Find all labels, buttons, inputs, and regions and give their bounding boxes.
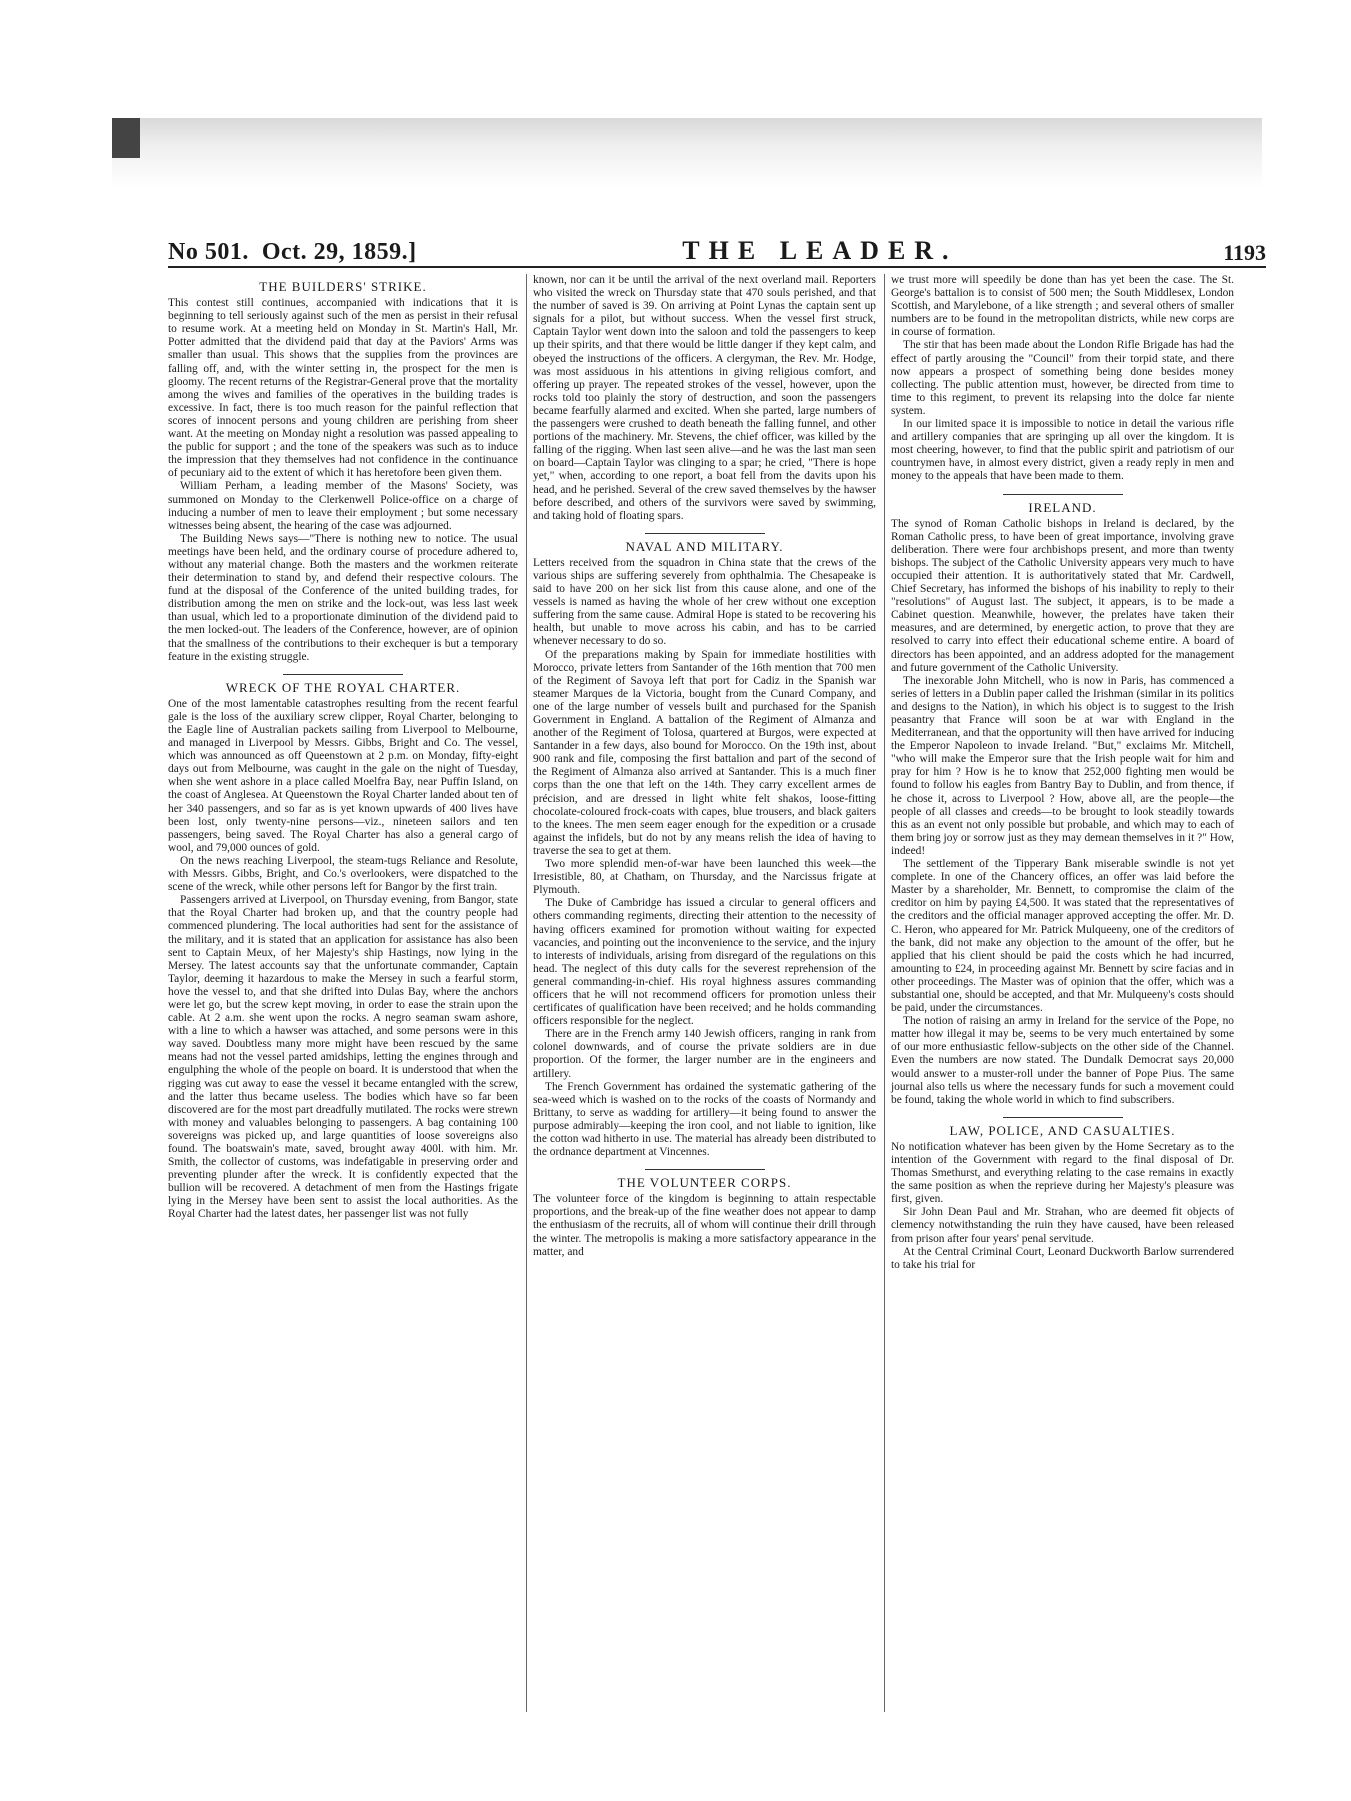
paragraph: The French Government has ordained the systematic gathering of the sea-weed which is washed on to the rocks of the coasts of Normandy and Brittany, to serve as wadding for artillery—it being found to answer the purpose admirably—keeping the iron cool, and not liable to ignition, like the cotton wad hitherto in use. The material has already been distributed to the ordnance department at Vincennes.: [533, 1080, 876, 1159]
paragraph: The notion of raising an army in Ireland for the service of the Pope, no matter how illegal it may be, seems to be very much entertained by some of our more enthusiastic fellow-subjects on the other side of the Channel. Even the numbers are now stated. The Dundalk Democrat says 20,000 would answer to a muster-roll under the banner of Pope Pius. The same journal also tells us where the necessary funds for such a movement could be found, taking the whole world in which to find subscribers.: [891, 1015, 1234, 1106]
section-heading: IRELAND.: [1028, 499, 1097, 515]
paragraph: Letters received from the squadron in China state that the crews of the various ships are suffering severely from ophthalmia. The Chesapeake is said to have 200 on her sick list from this cause alone, and one of the vessels is named as having the whole of her crew without one exception suffering from the same cause. Admiral Hope is stated to be recovering his health, but unable to move across his cabin, and has to be carried whenever necessary to do so.: [533, 556, 876, 648]
divider: [1003, 1117, 1123, 1118]
paragraph: known, nor can it be until the arrival of the next overland mail. Reporters who visited the wreck on Thursday state that 470 souls perished, and that the number of saved is 39. On arriving at Point Lynas the captain sent up signals for a pilot, but without success. When the vessel first struck, Captain Taylor went down into the saloon and told the passengers to keep up their spirits, and that there would be little danger if they kept calm, and obeyed the instructions of the officers. A clergyman, the Rev. Mr. Hodge, was most assiduous in his attentions in giving religious comfort, and offering up prayer. The repeated strokes of the vessel, however, upon the rocks told too plainly the story of destruction, and soon the passengers became fearfully alarmed and excited. When she parted, large numbers of the passengers were crushed to death beneath the falling funnel, and other portions of the machinery. Mr. Stevens, the chief officer, was killed by the falling of the rigging. When last seen alive—and he was the last man seen on board—Captain Taylor was clinging to a spar; he cried, "There is hope yet," when, according to one report, a boat fell from the davits upon his head, and he perished. Several of the crew saved themselves by the hawser before described, and others of the survivors were saved by swimming, and taking hold of floating spars.: [533, 274, 876, 522]
paragraph: The Building News says—"There is nothing new to notice. The usual meetings have been held, and the ordinary course of procedure adhered to, without any material change. Both the masters and the workmen reiterate their determination to stand by, and defend their respective colours. The fund at the disposal of the Conference of the united building trades, for distribution among the men on strike and the lock-out, was less last week than usual, which led to a proportionate diminution of the dividend paid to the men locked-out. The leaders of the Conference, however, are of opinion that the smallness of the contributions to their exchequer is but a temporary feature in the existing struggle.: [168, 532, 518, 663]
paragraph: Two more splendid men-of-war have been launched this week—the Irresistible, 80, at Chatham, on Thursday, and the Narcissus frigate at Plymouth.: [533, 858, 876, 897]
divider: [1003, 494, 1123, 495]
column-1: [168, 274, 526, 1712]
divider: [645, 533, 765, 534]
paragraph: William Perham, a leading member of the Masons' Society, was summoned on Monday to the Clerkenwell Police-office on a charge of inducing a number of men to leave their employment ; but some necessary witnesses being absent, the hearing of the case was adjourned.: [168, 480, 518, 532]
section-heading: THE BUILDERS' STRIKE.: [259, 279, 427, 294]
paragraph: No notification whatever has been given by the Home Secretary as to the intention of the Government with regard to the final disposal of Dr. Thomas Smethurst, and everything relating to the case remains in exactly the same position as when the reprieve during her Majesty's pleasure was first, given.: [891, 1140, 1234, 1206]
section-heading: WRECK OF THE ROYAL CHARTER.: [225, 679, 461, 695]
paragraph: Passengers arrived at Liverpool, on Thursday evening, from Bangor, state that the Royal Charter had broken up, and that the country people had commenced plundering. The local authorities had sent for the assistance of the military, and it is stated that an application for assistance has also been sent to Captain Meux, of her Majesty's ship Hastings, now lying in the Mersey. The latest accounts say that the unfortunate commander, Captain Taylor, deeming it hazardous to make the Mersey in such a fearful storm, hove the vessel to, and that she drifted into Dulas Bay, where the anchors were let go, but the screw kept moving, in order to ease the strain upon the cable. At 2 a.m. she went upon the rocks. A negro seaman swam ashore, with a line to which a hawser was attached, and some persons were in this way saved. Doubtless many more might have been rescued by the same means had not the vessel parted amidships, letting the engines through and engulphing the whole of the people on board. It is understood that when the rigging was cut away to ease the vessel it became entangled with the screw, and the latter thus became useless. The bodies which have so far been discovered are for the most part dreadfully mutilated. The rocks were strewn with money and valuables belonging to passengers. A bag containing 100 sovereigns was picked up, and large quantities of loose sovereigns also found. The boatswain's mate, saved, brought away 400l. with him. Mr. Smith, the collector of customs, was indefatigable in preserving order and preventing plunder after the wreck. It is confidently expected that the bullion will be recovered. A detachment of men from the Hastings frigate lying in the Mersey have been sent to assist the local authorities. As the Royal Charter had the latest dates, her passenger list was not fully: [168, 894, 518, 1221]
column-3: [884, 274, 1242, 1712]
paragraph: In our limited space it is impossible to notice in detail the various rifle and artillery companies that are springing up all over the kingdom. It is most cheering, however, to find that the public spirit and patriotism of our countrymen have, in almost every district, given a ready reply in men and money to the appeals that have been made to them.: [891, 418, 1234, 483]
paragraph: This contest still continues, accompanied with indications that it is beginning to tell seriously against such of the men as persist in their refusal to resume work. At a meeting held on Monday in St. Martin's Hall, Mr. Potter admitted that the dividend paid that day at the Paviors' Arms was smaller than usual. This shows that the supplies from the provinces are falling off, and, with the winter setting in, the prospect for the men is gloomy. The recent returns of the Registrar-General prove that the mortality among the wives and families of the operatives in the building trades is excessive. In fact, there is too much reason for the painful reflection that scores of innocent persons and young children are perishing from sheer want. At the meeting on Monday night a resolution was passed appealing to the public for support ; and the tone of the speakers was such as to induce the impression that they themselves had not confidence in the continuance of pecuniary aid to the extent of which it has heretofore been given them.: [168, 297, 518, 480]
paragraph: The synod of Roman Catholic bishops in Ireland is declared, by the Roman Catholic press, to have been of great importance, involving grave deliberation. There were four archbishops present, and more than twenty bishops. The subject of the Catholic University appears very much to have occupied their attention. It is authoritatively stated that Mr. Cardwell, Chief Secretary, has informed the bishops of his inability to reply to their "resolutions" of August last. The subject, it appears, is to be made a Cabinet question. Meanwhile, however, the prelates have taken their measures, and are determined, by energetic action, to prove that they are resolved to carry into effect their educational scheme entire. A board of directors has been appointed, and an address adopted for the management and future government of the Catholic University.: [891, 517, 1234, 674]
scan-corner: [112, 118, 140, 158]
column-2: [526, 274, 884, 1712]
scan-shadow: [112, 118, 1262, 188]
section-heading: THE VOLUNTEER CORPS.: [617, 1175, 792, 1191]
divider: [283, 674, 403, 675]
paper-title: THE LEADER.: [682, 236, 958, 265]
paragraph: There are in the French army 140 Jewish officers, ranging in rank from colonel downwards, and of course the private soldiers are in due proportion. Of the former, the larger number are in the engineers and artillery.: [533, 1028, 876, 1080]
columns: [168, 274, 1266, 1712]
masthead: [168, 232, 1266, 268]
paragraph: Sir John Dean Paul and Mr. Strahan, who are deemed fit objects of clemency notwithstanding the ruin they have caused, have been released from prison after four years' penal servitude.: [891, 1206, 1234, 1245]
issue-number: No 501.: [168, 239, 249, 265]
paragraph: Of the preparations making by Spain for immediate hostilities with Morocco, private letters from Santander of the 16th mention that 700 men of the Regiment of Savoya left that port for Cadiz in the Spanish war steamer Marques de la Victoria, bought from the Cunard Company, and one of the large number of vessels built and purchased for the Spanish Government in England. A battalion of the Regiment of Almanza and another of the Regiment of Tolosa, quartered at Burgos, were expected at Santander in a few days, also bound for Morocco. On the 19th inst, about 900 rank and file, composing the first battalion and part of the second of the Regiment of Almanza also arrived at Santander. This is a much finer corps than the one that left on the 14th. They carry excellent armes de précision, and are dressed in light white felt shakos, loose-fitting chocolate-coloured frock-coats with capes, blue trousers, and black gaiters to the knees. The men seem eager enough for the expedition or a crusade against the infidels, but do not by any means relish the idea of having to traverse the sea to get at them.: [533, 648, 876, 857]
divider: [645, 1169, 765, 1170]
paragraph: The settlement of the Tipperary Bank miserable swindle is not yet complete. In one of the Chancery offices, an offer was laid before the Master by a shareholder, Mr. Bennett, to compromise the claim of the creditor on him by paying £4,500. It was stated that the representatives of the creditors and the official manager approved accepting the offer. Mr. D. C. Heron, who appeared for Mr. Patrick Mulqueeny, one of the creditors of the bank, did not make any objection to the amount of the offer, but he applied that his client should be paid the costs which he had incurred, amounting to £24, in proceeding against Mr. Bennett by scire facias and in other proceedings. The Master was of opinion that the offer, which was a substantial one, should be accepted, and that Mr. Mulqueeny's costs should be paid, under the circumstances.: [891, 858, 1234, 1015]
paragraph: The volunteer force of the kingdom is beginning to attain respectable proportions, and the break-up of the fine weather does not appear to damp the enthusiasm of the recruits, all of whom will continue their drill through the winter. The metropolis is making a more satisfactory appearance in the matter, and: [533, 1193, 876, 1258]
paragraph: we trust more will speedily be done than has yet been the case. The St. George's battalion is to consist of 500 men; the South Middlesex, London Scottish, and Marylebone, of a like strength ; and several others of smaller numbers are to be found in the metropolitan districts, while new corps are in course of formation.: [891, 274, 1234, 339]
issue-date: Oct. 29, 1859.]: [261, 239, 417, 265]
section-heading: LAW, POLICE, AND CASUALTIES.: [949, 1122, 1176, 1138]
page-number: 1193: [1223, 240, 1266, 265]
newspaper-page: [168, 232, 1266, 1712]
paragraph: The stir that has been made about the London Rifle Brigade has had the effect of partly arousing the "Council" from their torpid state, and there now appears a prospect of something being done besides money collecting. The public attention must, however, be directed from time to time to this regiment, to prevent its relapsing into the dolce far niente system.: [891, 339, 1234, 417]
paragraph: The Duke of Cambridge has issued a circular to general officers and others commanding regiments, directing their attention to the necessity of having officers examined for promotion without waiting for expected vacancies, and pointing out the inconvenience to the service, and the injury to interests of individuals, arising from disregard of the regulations on this head. The neglect of this duty calls for the severest reprehension of the general commanding-in-chief. His royal highness assures commanding officers that he will not recommend officers for promotion unless their certificates of qualification have been received; and he holds commanding officers responsible for the neglect.: [533, 897, 876, 1028]
paragraph: One of the most lamentable catastrophes resulting from the recent fearful gale is the loss of the auxiliary screw clipper, Royal Charter, belonging to the Eagle line of Australian packets sailing from Liverpool to Melbourne, and managed in Liverpool by Messrs. Gibbs, Bright and Co. The vessel, which was announced as off Queenstown at 2 p.m. on Monday, fifty-eight days out from Melbourne, was caught in the gale on the night of Tuesday, when she went ashore in a place called Moelfra Bay, near Puffin Island, on the coast of Anglesea. At Queenstown the Royal Charter landed about ten of her 340 passengers, and so far as is yet known upwards of 400 lives have been lost, only twenty-nine persons—viz., nineteen sailors and ten passengers, being saved. The Royal Charter has also a general cargo of wool, and 79,000 ounces of gold.: [168, 697, 518, 854]
paragraph: The inexorable John Mitchell, who is now in Paris, has commenced a series of letters in a Dublin paper called the Irishman (similar in its politics and designs to the Nation), in which his object is to suggest to the Irish peasantry that France will soon be at war with England in the Mediterranean, and that the opportunity will then have arrived for inducing the Emperor Napoleon to invade Ireland. "But," exclaims Mr. Mitchell, "who will make the Emperor sure that the Irish people wait for him and pray for him ? How is he to know that 252,000 fighting men would be found to follow his eagles from Bantry Bay to Dublin, and from thence, if he chose it, across to Liverpool ? How, above all, are the people—the people of all classes and creeds—to be brought to look steadily towards this as an event not only possible but probable, and which may to each of them bring joy or sorrow just as they may demean themselves in it ?" How, indeed!: [891, 674, 1234, 857]
section-heading: NAVAL AND MILITARY.: [625, 538, 784, 554]
paragraph: At the Central Criminal Court, Leonard Duckworth Barlow surrendered to take his trial for: [891, 1245, 1234, 1271]
paragraph: On the news reaching Liverpool, the steam-tugs Reliance and Resolute, with Messrs. Gibbs, Bright, and Co.'s overlookers, were dispatched to the scene of the wreck, while other persons left for Bangor by the first train.: [168, 854, 518, 894]
